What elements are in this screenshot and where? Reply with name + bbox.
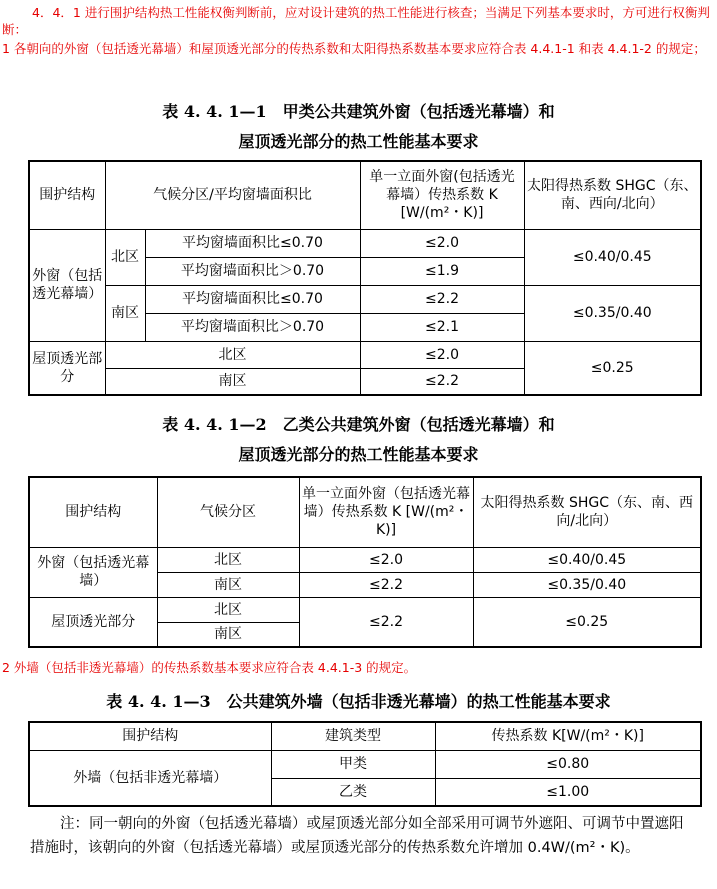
table2-roof-k: ≤2.2	[299, 597, 473, 647]
table1-ratio-high-north: 平均窗墙面积比＞0.70	[145, 257, 360, 285]
table2	[28, 476, 702, 648]
table1-roof-north: 北区	[105, 341, 360, 368]
table2-k-north: ≤2.0	[299, 547, 473, 572]
table2-shgc-north: ≤0.40/0.45	[473, 547, 701, 572]
table2-north: 北区	[157, 547, 299, 572]
table1-ratio-low-south: 平均窗墙面积比≤0.70	[145, 285, 360, 313]
table1-k-north-low: ≤2.0	[360, 229, 524, 257]
table3-k-a: ≤0.80	[435, 750, 701, 778]
table1	[28, 160, 702, 396]
table3-header-k: 传热系数 K[W/(m²・K)]	[435, 722, 701, 750]
table1-shgc-south: ≤0.35/0.40	[524, 285, 701, 341]
table2-south: 南区	[157, 572, 299, 597]
table2-caption-line2: 屋顶透光部分的热工性能基本要求	[238, 445, 479, 464]
table3-k-b: ≤1.00	[435, 778, 701, 806]
table3-note: 注：同一朝向的外窗（包括透光幕墙）或屋顶透光部分如全部采用可调节外遮阳、可调节中置遮阳措施时，该朝向的外窗（包括透光幕墙）或屋顶透光部分的传热系数允许增加 0.4W/(m²・K)。	[30, 816, 684, 856]
table2-k-south: ≤2.2	[299, 572, 473, 597]
table2-roof-south: 南区	[157, 622, 299, 647]
table1-k-south-high: ≤2.1	[360, 313, 524, 341]
table3-header-structure: 围护结构	[29, 722, 271, 750]
table3	[28, 721, 702, 807]
table1-header-shgc: 太阳得热系数 SHGC（东、南、西向/北向）	[524, 161, 701, 229]
table2-header-climate: 气候分区	[157, 477, 299, 547]
table2-caption-line1: 表 4. 4. 1—2 乙类公共建筑外窗（包括透光幕墙）和	[162, 415, 555, 434]
table3-type-a: 甲类	[271, 750, 435, 778]
table1-roof-k-south: ≤2.2	[360, 368, 524, 395]
table1-header-climate: 气候分区/平均窗墙面积比	[105, 161, 360, 229]
table2-header-structure: 围护结构	[29, 477, 157, 547]
intro-paragraph: 4．4．1 进行围护结构热工性能权衡判断前，应对设计建筑的热工性能进行核查；当满足下列基本要求时，方可进行权衡判断：	[2, 5, 710, 37]
table1-k-south-low: ≤2.2	[360, 285, 524, 313]
table3-caption: 表 4. 4. 1—3 公共建筑外墙（包括非透光幕墙）的热工性能基本要求	[106, 692, 611, 711]
table1-window-label: 外窗（包括透光幕墙）	[29, 229, 105, 341]
table1-caption-line2: 屋顶透光部分的热工性能基本要求	[238, 132, 479, 151]
table3-header-type: 建筑类型	[271, 722, 435, 750]
table1-roof-label: 屋顶透光部分	[29, 341, 105, 395]
table2-header-k: 单一立面外窗（包括透光幕墙）传热系数 K [W/(m²・K)]	[299, 477, 473, 547]
item-2-paragraph: 2 外墙（包括非透光幕墙）的传热系数基本要求应符合表 4.4.1-3 的规定。	[2, 660, 417, 675]
table1-north: 北区	[105, 229, 145, 285]
table1-roof-shgc: ≤0.25	[524, 341, 701, 395]
table1-header-k: 单一立面外窗(包括透光幕墙）传热系数 K [W/(m²・K)]	[360, 161, 524, 229]
table1-caption-line1: 表 4. 4. 1—1 甲类公共建筑外窗（包括透光幕墙）和	[162, 102, 555, 121]
table2-roof-label: 屋顶透光部分	[29, 597, 157, 647]
table1-header-structure: 围护结构	[29, 161, 105, 229]
table2-shgc-south: ≤0.35/0.40	[473, 572, 701, 597]
table3-type-b: 乙类	[271, 778, 435, 806]
table1-south: 南区	[105, 285, 145, 341]
table2-roof-shgc: ≤0.25	[473, 597, 701, 647]
table1-ratio-high-south: 平均窗墙面积比＞0.70	[145, 313, 360, 341]
table1-roof-k-north: ≤2.0	[360, 341, 524, 368]
table1-roof-south: 南区	[105, 368, 360, 395]
table2-header-shgc: 太阳得热系数 SHGC（东、南、西向/北向）	[473, 477, 701, 547]
table1-k-north-high: ≤1.9	[360, 257, 524, 285]
table1-shgc-north: ≤0.40/0.45	[524, 229, 701, 285]
table1-ratio-low-north: 平均窗墙面积比≤0.70	[145, 229, 360, 257]
table3-wall-label: 外墙（包括非透光幕墙）	[29, 750, 271, 806]
table2-roof-north: 北区	[157, 597, 299, 622]
table2-window-label: 外窗（包括透光幕墙）	[29, 547, 157, 597]
item-1-paragraph: 1 各朝向的外窗（包括透光幕墙）和屋顶透光部分的传热系数和太阳得热系数基本要求应符合表 4.4.1-1 和表 4.4.1-2 的规定；	[2, 41, 706, 56]
